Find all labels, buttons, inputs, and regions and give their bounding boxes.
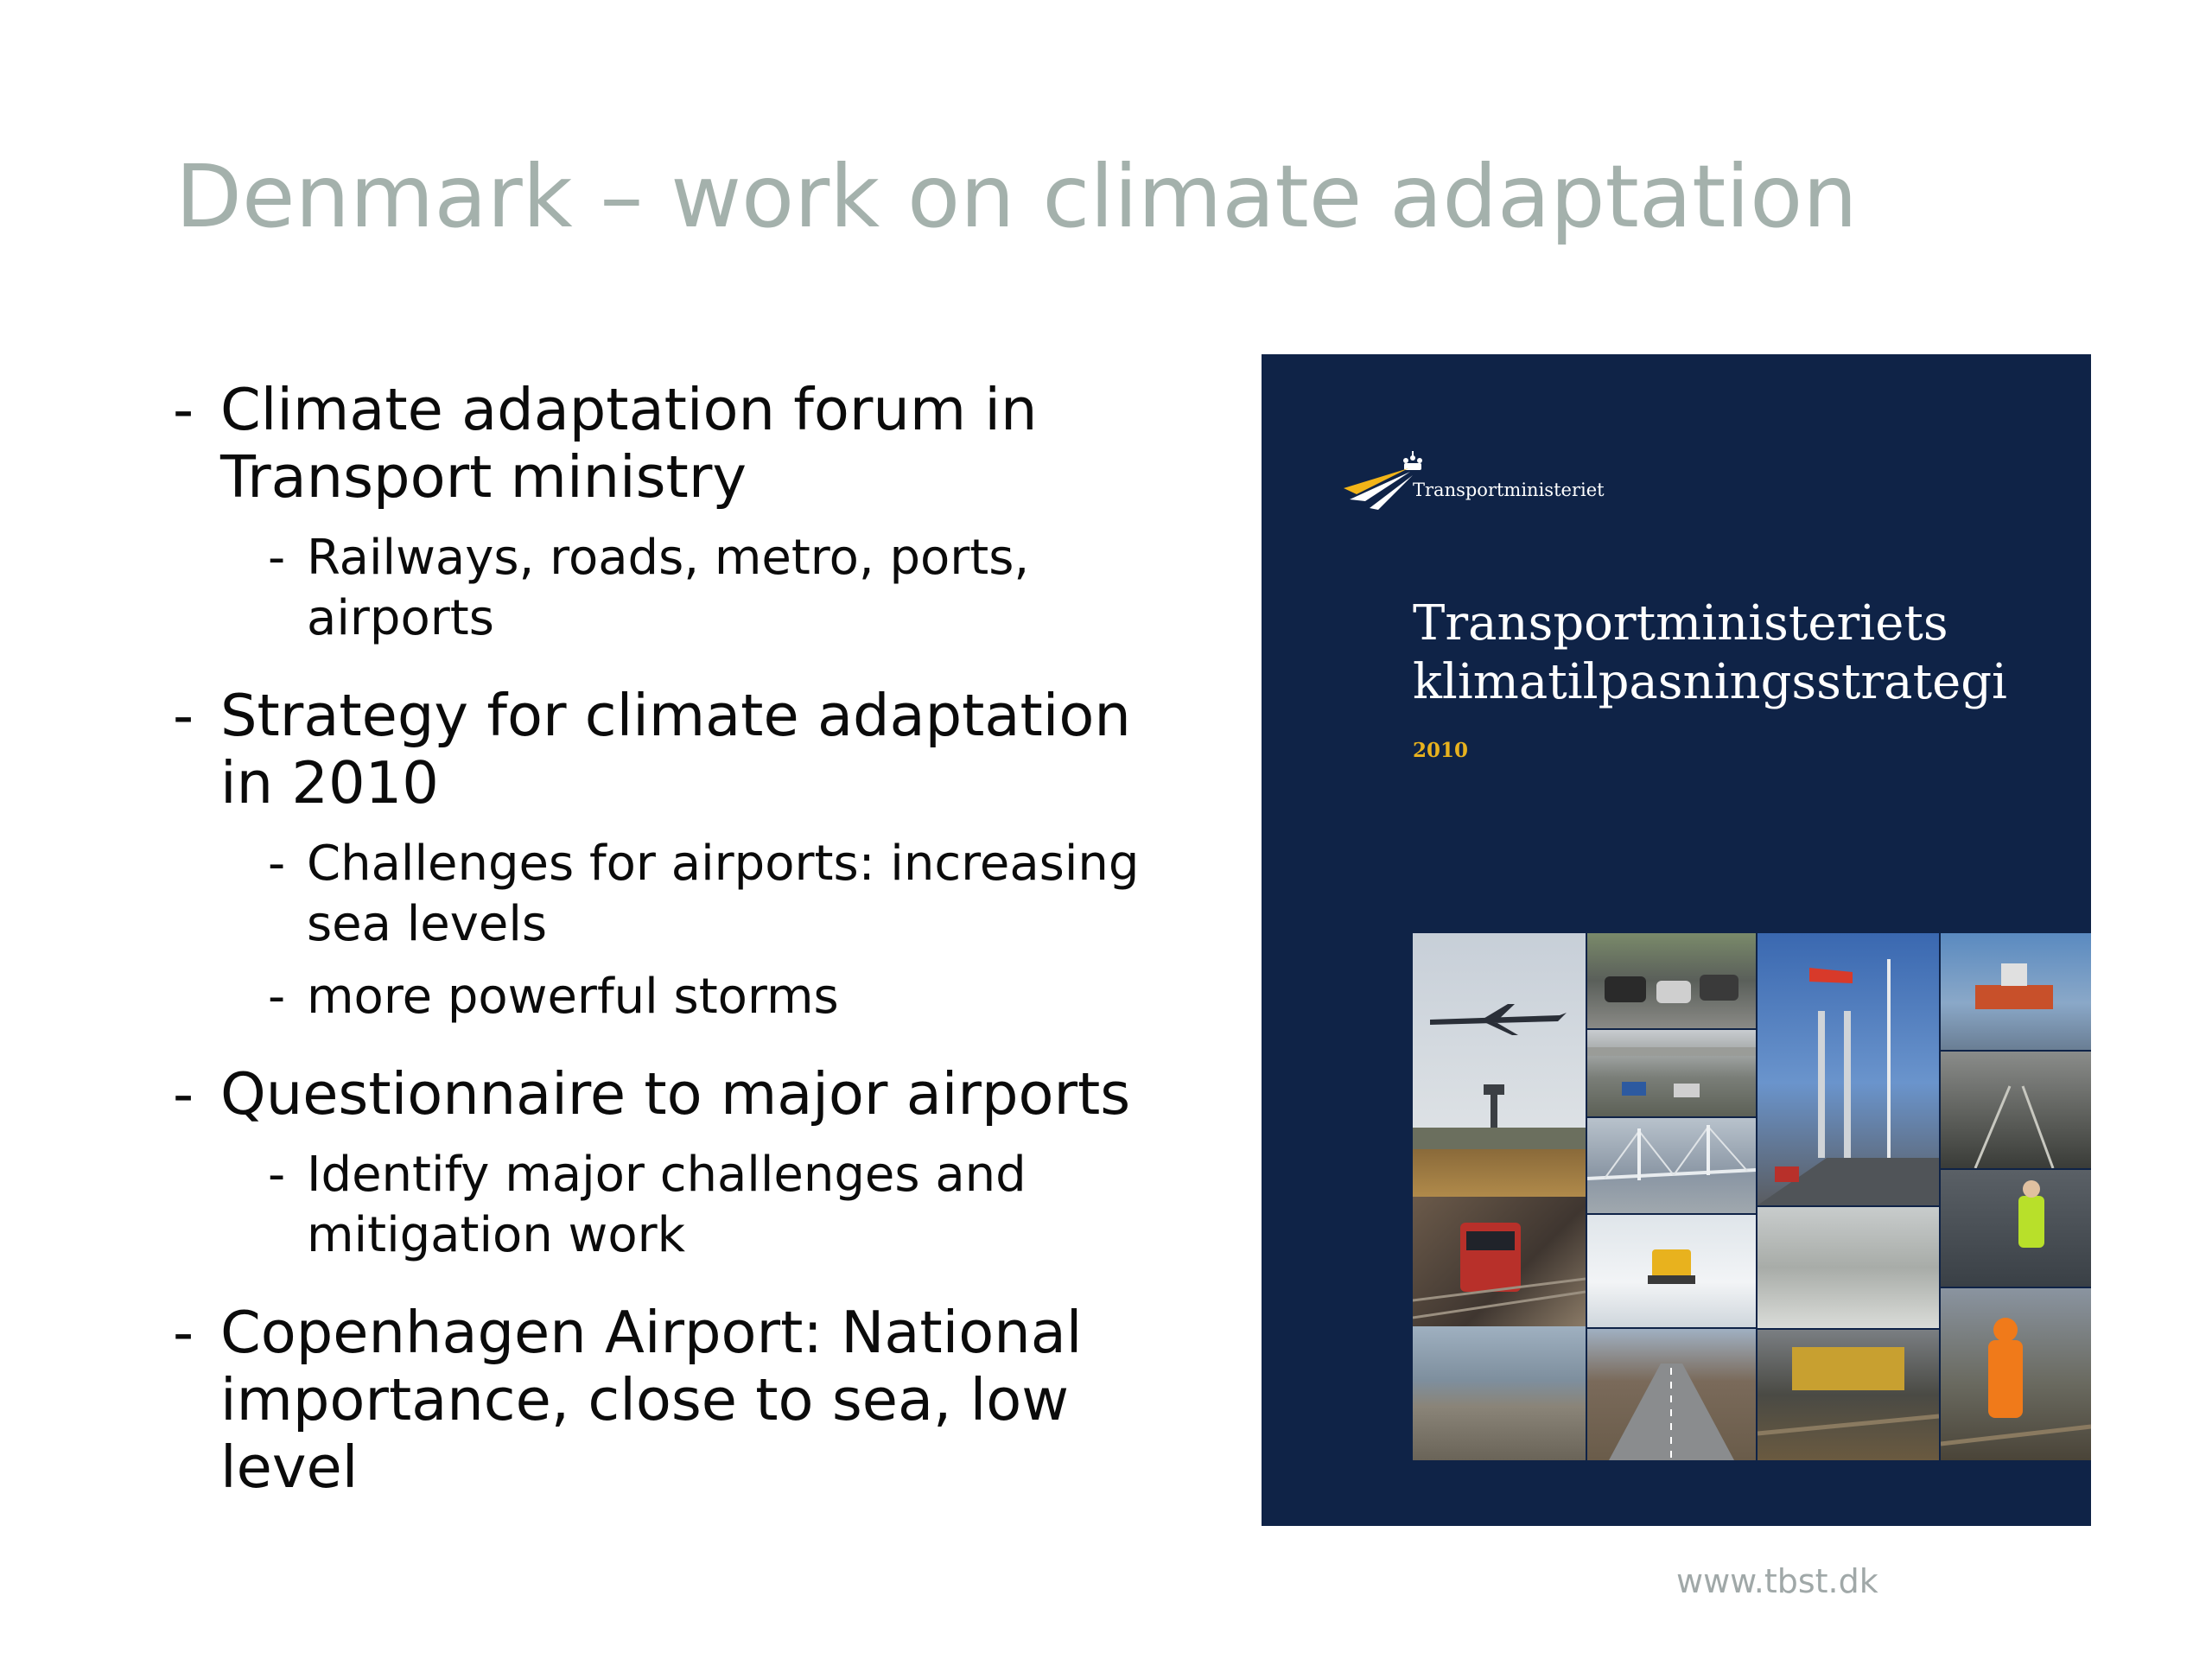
rail-works-photo xyxy=(1758,1330,1939,1460)
coast-rocks-photo xyxy=(1413,1326,1586,1460)
bullet-item xyxy=(173,682,1192,1027)
control-tower-photo xyxy=(1413,1149,1586,1197)
sub-bullet-list xyxy=(220,528,1192,649)
windsock-bridge-photo xyxy=(1758,933,1939,1205)
ship-photo xyxy=(1941,933,2091,1050)
report-year: 2010 xyxy=(1413,739,1469,762)
photo-mosaic xyxy=(1413,933,2091,1460)
report-title xyxy=(1413,594,2007,712)
bullet-text: Questionnaire to major airports xyxy=(220,1060,1131,1128)
bullet-item xyxy=(173,1299,1192,1501)
airplane-photo xyxy=(1413,933,1586,1149)
construction-worker-photo xyxy=(1941,1288,2091,1460)
overpass-photo xyxy=(1587,1030,1756,1116)
report-cover-image xyxy=(1262,354,2091,1526)
bullet-item xyxy=(173,1060,1192,1266)
bullet-text: Climate adaptation forum in Transport ministry xyxy=(220,376,1038,511)
report-title-line: Transportministeriets xyxy=(1413,595,1948,652)
traffic-photo xyxy=(1587,933,1756,1028)
sub-bullet-item: - Identify major challenges and mitigation work xyxy=(220,1145,1192,1266)
footer-url: www.tbst.dk xyxy=(1676,1562,1878,1600)
snowplow-photo xyxy=(1587,1215,1756,1327)
logo-text: Transportministeriet xyxy=(1413,480,1605,500)
sub-bullet-item: - more powerful storms xyxy=(220,967,1192,1027)
bullet-item xyxy=(173,376,1192,649)
report-title-line: klimatilpasningsstrategi xyxy=(1413,654,2007,710)
bullet-text: Strategy for climate adaptation in 2010 xyxy=(220,682,1131,817)
bullet-text: Copenhagen Airport: National importance, close to sea, low level xyxy=(220,1299,1083,1501)
sub-bullet-item: - Railways, roads, metro, ports, airports xyxy=(220,528,1192,649)
cable-bridge-photo xyxy=(1587,1118,1756,1213)
sub-bullet-list xyxy=(220,1145,1192,1266)
bullet-list xyxy=(173,376,1192,1501)
snowy-coast-photo xyxy=(1758,1207,1939,1328)
road-photo xyxy=(1587,1329,1756,1460)
sub-bullet-list xyxy=(220,834,1192,1027)
flooded-rail-photo xyxy=(1941,1052,2091,1168)
slide-title: Denmark – work on climate adaptation xyxy=(175,146,1858,247)
train-photo xyxy=(1413,1197,1586,1326)
sub-bullet-item: - Challenges for airports: increasing sea levels xyxy=(220,834,1192,955)
worker-photo xyxy=(1941,1170,2091,1287)
